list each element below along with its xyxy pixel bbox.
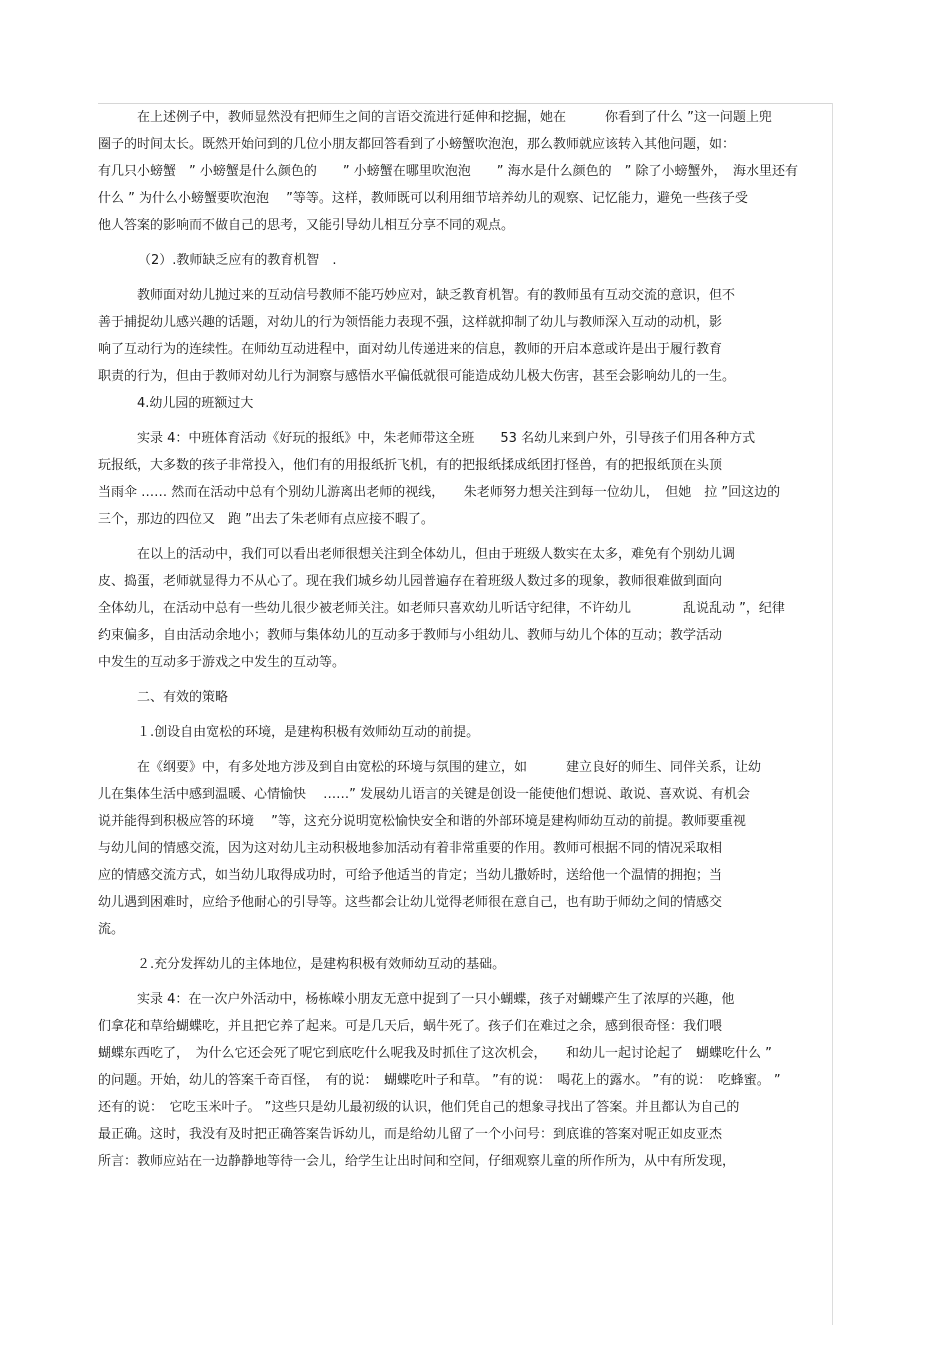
section-heading bbox=[98, 247, 832, 274]
text-line: 的问题。开始，幼儿的答案千奇百怪， 有的说： 蝴蝶吃叶子和草。 ”有的说： 喝花上的露水。 ”有的说： 吃蜂蜜。 ” bbox=[98, 1073, 781, 1088]
page-right-rule bbox=[832, 103, 833, 1325]
section-heading bbox=[98, 390, 832, 417]
text-line: 响了互动行为的连续性。在师幼互动进程中，面对幼儿传递进来的信息，教师的开启本意或许是出于履行教育 bbox=[98, 342, 723, 357]
text-line: 当雨伞 …… 然而在活动中总有个别幼儿游离出老师的视线， 朱老师努力想关注到每一位幼儿， 但她 拉 ”回这边的 bbox=[98, 485, 781, 500]
text-line: （2）.教师缺乏应有的教育机智 . bbox=[138, 253, 337, 268]
text-line: 流。 bbox=[98, 922, 125, 937]
document-body bbox=[98, 104, 832, 1175]
text-line: 玩报纸，大多数的孩子非常投入，他们有的用报纸折飞机，有的把报纸揉成纸团打怪兽，有的把报纸顶在头顶 bbox=[98, 458, 723, 473]
text-line: 教师面对幼儿抛过来的互动信号教师不能巧妙应对，缺乏教育机智。有的教师虽有互动交流的意识，但不 bbox=[137, 288, 736, 303]
text-line: 实录 4：中班体育活动《好玩的报纸》中，朱老师带这全班 53 名幼儿来到户外，引导孩子们用各种方式 bbox=[137, 431, 756, 446]
text-line: 三个，那边的四位又 跑 ”出去了朱老师有点应接不暇了。 bbox=[98, 512, 434, 527]
section-heading bbox=[98, 684, 832, 711]
text-line: 约束偏多，自由活动余地小；教师与集体幼儿的互动多于教师与小组幼儿、教师与幼儿个体的互动；教学活动 bbox=[98, 628, 723, 643]
paragraph bbox=[98, 425, 832, 533]
text-line: 实录 4：在一次户外活动中，杨栋嵘小朋友无意中捉到了一只小蝴蝶，孩子对蝴蝶产生了浓厚的兴趣，他 bbox=[137, 992, 735, 1007]
text-line: 在《纲要》中，有多处地方涉及到自由宽松的环境与氛围的建立，如 建立良好的师生、同伴关系，让幼 bbox=[137, 760, 762, 775]
text-line: 有几只小螃蟹 ” 小螃蟹是什么颜色的 ” 小螃蟹在哪里吹泡泡 ” 海水是什么颜色的 ” 除了小螃蟹外， 海水里还有 bbox=[98, 164, 798, 179]
text-line: 所言：教师应站在一边静静地等待一会儿，给学生让出时间和空间，仔细观察儿童的所作所为，从中有所发现， bbox=[98, 1154, 736, 1169]
text-line: 应的情感交流方式，如当幼儿取得成功时，可给予他适当的肯定；当幼儿撒娇时，送给他一个温情的拥抱；当 bbox=[98, 868, 723, 883]
text-line: 们拿花和草给蝴蝶吃，并且把它养了起来。可是几天后，蜗牛死了。孩子们在难过之余，感到很奇怪：我们喂 bbox=[98, 1019, 723, 1034]
text-line: 他人答案的影响而不做自己的思考，又能引导幼儿相互分享不同的观点。 bbox=[98, 218, 515, 233]
text-line: 全体幼儿，在活动中总有一些幼儿很少被老师关注。如老师只喜欢幼儿听话守纪律，不许幼儿 乱说乱动 ”，纪律 bbox=[98, 601, 785, 616]
section-heading bbox=[98, 951, 832, 978]
paragraph bbox=[98, 986, 832, 1175]
text-line: １.创设自由宽松的环境，是建构积极有效师幼互动的前提。 bbox=[137, 725, 480, 740]
text-line: 与幼儿间的情感交流，因为这对幼儿主动积极地参加活动有着非常重要的作用。教师可根据不同的情况采取相 bbox=[98, 841, 723, 856]
paragraph bbox=[98, 541, 832, 676]
text-line: 在以上的活动中，我们可以看出老师很想关注到全体幼儿，但由于班级人数实在太多，难免有个别幼儿调 bbox=[137, 547, 736, 562]
text-line: 蝴蝶东西吃了， 为什么它还会死了呢它到底吃什么呢我及时抓住了这次机会， 和幼儿一起讨论起了 蝴蝶吃什么 ” bbox=[98, 1046, 772, 1061]
text-line: 儿在集体生活中感到温暖、心情愉快 ……” 发展幼儿语言的关键是创设一能使他们想说、敢说、喜欢说、有机会 bbox=[98, 787, 751, 802]
text-line: 善于捕捉幼儿感兴趣的话题，对幼儿的行为领悟能力表现不强，这样就抑制了幼儿与教师深入互动的动机，影 bbox=[98, 315, 723, 330]
text-line: 还有的说： 它吃玉米叶子。 ”这些只是幼儿最初级的认识，他们凭自己的想象寻找出了答案。并且都认为自己的 bbox=[98, 1100, 740, 1115]
text-line: 幼儿遇到困难时，应给予他耐心的引导等。这些都会让幼儿觉得老师很在意自己，也有助于师幼之间的情感交 bbox=[98, 895, 723, 910]
text-line: 二、有效的策略 bbox=[137, 690, 229, 705]
text-line: 皮、捣蛋，老师就显得力不从心了。现在我们城乡幼儿园普遍存在着班级人数过多的现象，教师很难做到面向 bbox=[98, 574, 723, 589]
text-line: ２.充分发挥幼儿的主体地位，是建构积极有效师幼互动的基础。 bbox=[137, 957, 506, 972]
text-line: 中发生的互动多于游戏之中发生的互动等。 bbox=[98, 655, 346, 670]
section-heading bbox=[98, 719, 832, 746]
text-line: 在上述例子中，教师显然没有把师生之间的言语交流进行延伸和挖掘，她在 你看到了什么 ”这一问题上兜 bbox=[137, 110, 772, 125]
text-line: 职责的行为，但由于教师对幼儿行为洞察与感悟水平偏低就很可能造成幼儿极大伤害，甚至会影响幼儿的一生。 bbox=[98, 369, 736, 384]
paragraph bbox=[98, 754, 832, 943]
text-line: 圈子的时间太长。既然开始问到的几位小朋友都回答看到了小螃蟹吹泡泡，那么教师就应该转入其他问题，如： bbox=[98, 137, 736, 152]
paragraph bbox=[98, 282, 832, 390]
paragraph bbox=[98, 104, 832, 239]
text-line: 4.幼儿园的班额过大 bbox=[137, 396, 254, 411]
text-line: 什么 ” 为什么小螃蟹要吹泡泡 ”等等。这样，教师既可以利用细节培养幼儿的观察、记忆能力，避免一些孩子受 bbox=[98, 191, 748, 206]
text-line: 最正确。这时，我没有及时把正确答案告诉幼儿，而是给幼儿留了一个小问号：到底谁的答案对呢正如皮亚杰 bbox=[98, 1127, 723, 1142]
text-line: 说并能得到积极应答的环境 ”等，这充分说明宽松愉快安全和谐的外部环境是建构师幼互动的前提。教师要重视 bbox=[98, 814, 746, 829]
